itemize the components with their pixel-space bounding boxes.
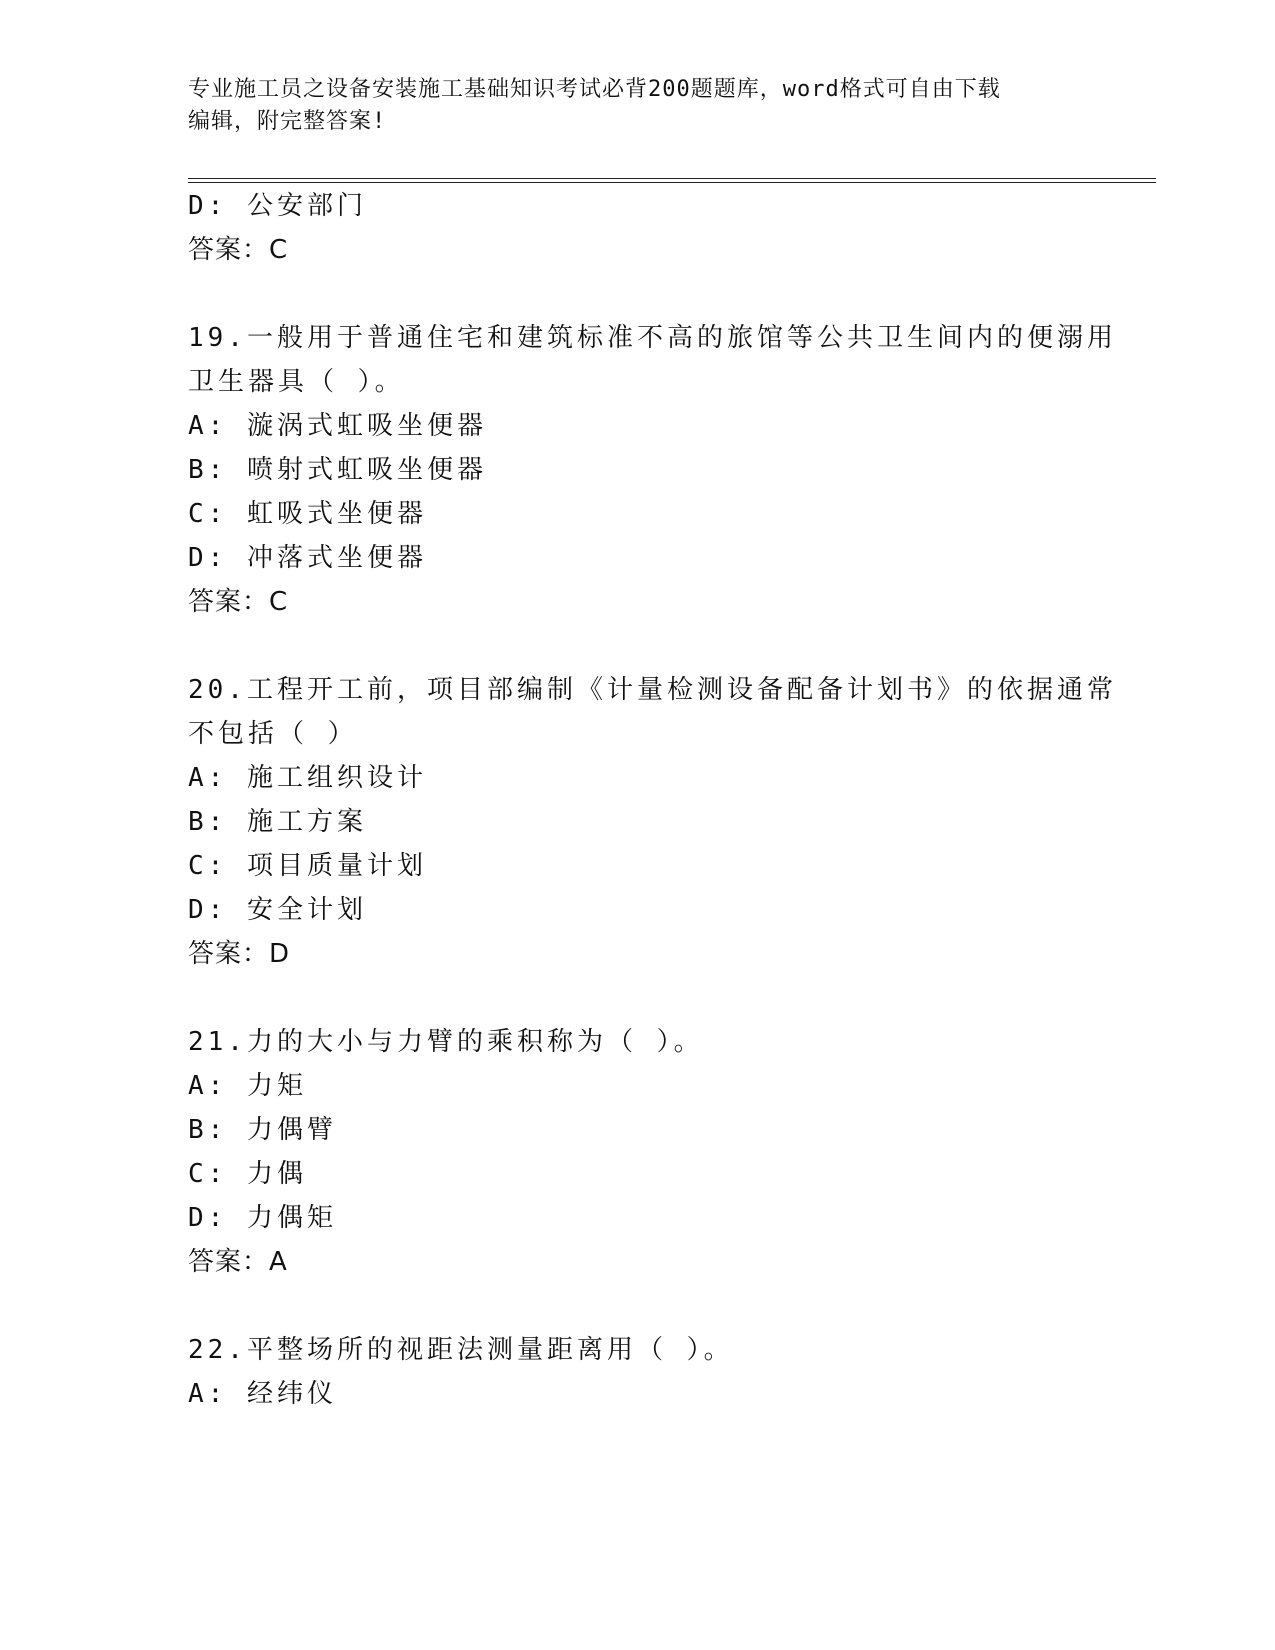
q19-option-c: C: 虹吸式坐便器 <box>188 499 427 529</box>
header-divider <box>188 178 1156 183</box>
prev-option-d: D: 公安部门 <box>188 191 367 221</box>
q19-option-d: D: 冲落式坐便器 <box>188 543 427 573</box>
prev-answer: 答案：C <box>188 235 289 265</box>
q19-stem-line-1: 19.一般用于普通住宅和建筑标准不高的旅馆等公共卫生间内的便溺用 <box>188 323 1117 353</box>
q20-stem-line-2: 不包括（ ） <box>188 719 358 749</box>
q21-stem-line-1: 21.力的大小与力臂的乘积称为（ ）。 <box>188 1027 704 1057</box>
q19-option-b: B: 喷射式虹吸坐便器 <box>188 455 487 485</box>
q20-answer: 答案：D <box>188 939 291 969</box>
q19-answer: 答案：C <box>188 587 289 617</box>
q21-answer: 答案：A <box>188 1247 288 1277</box>
q20-option-a: A: 施工组织设计 <box>188 763 427 793</box>
q20-option-d: D: 安全计划 <box>188 895 367 925</box>
q21-option-a: A: 力矩 <box>188 1071 307 1101</box>
q22-option-a: A: 经纬仪 <box>188 1379 337 1409</box>
q20-option-b: B: 施工方案 <box>188 807 367 837</box>
q21-option-d: D: 力偶矩 <box>188 1203 337 1233</box>
header-line-1: 专业施工员之设备安装施工基础知识考试必背200题题库，word格式可自由下载 <box>188 77 1001 102</box>
q19-option-a: A: 漩涡式虹吸坐便器 <box>188 411 487 441</box>
q21-option-b: B: 力偶臂 <box>188 1115 337 1145</box>
q20-stem-line-1: 20.工程开工前，项目部编制《计量检测设备配备计划书》的依据通常 <box>188 675 1117 705</box>
q22-stem-line-1: 22.平整场所的视距法测量距离用（ ）。 <box>188 1335 734 1365</box>
q20-option-c: C: 项目质量计划 <box>188 851 427 881</box>
document-header <box>188 74 1088 138</box>
header-line-2: 编辑，附完整答案! <box>188 109 387 134</box>
q19-stem-line-2: 卫生器具（ ）。 <box>188 367 405 397</box>
q21-option-c: C: 力偶 <box>188 1159 307 1189</box>
